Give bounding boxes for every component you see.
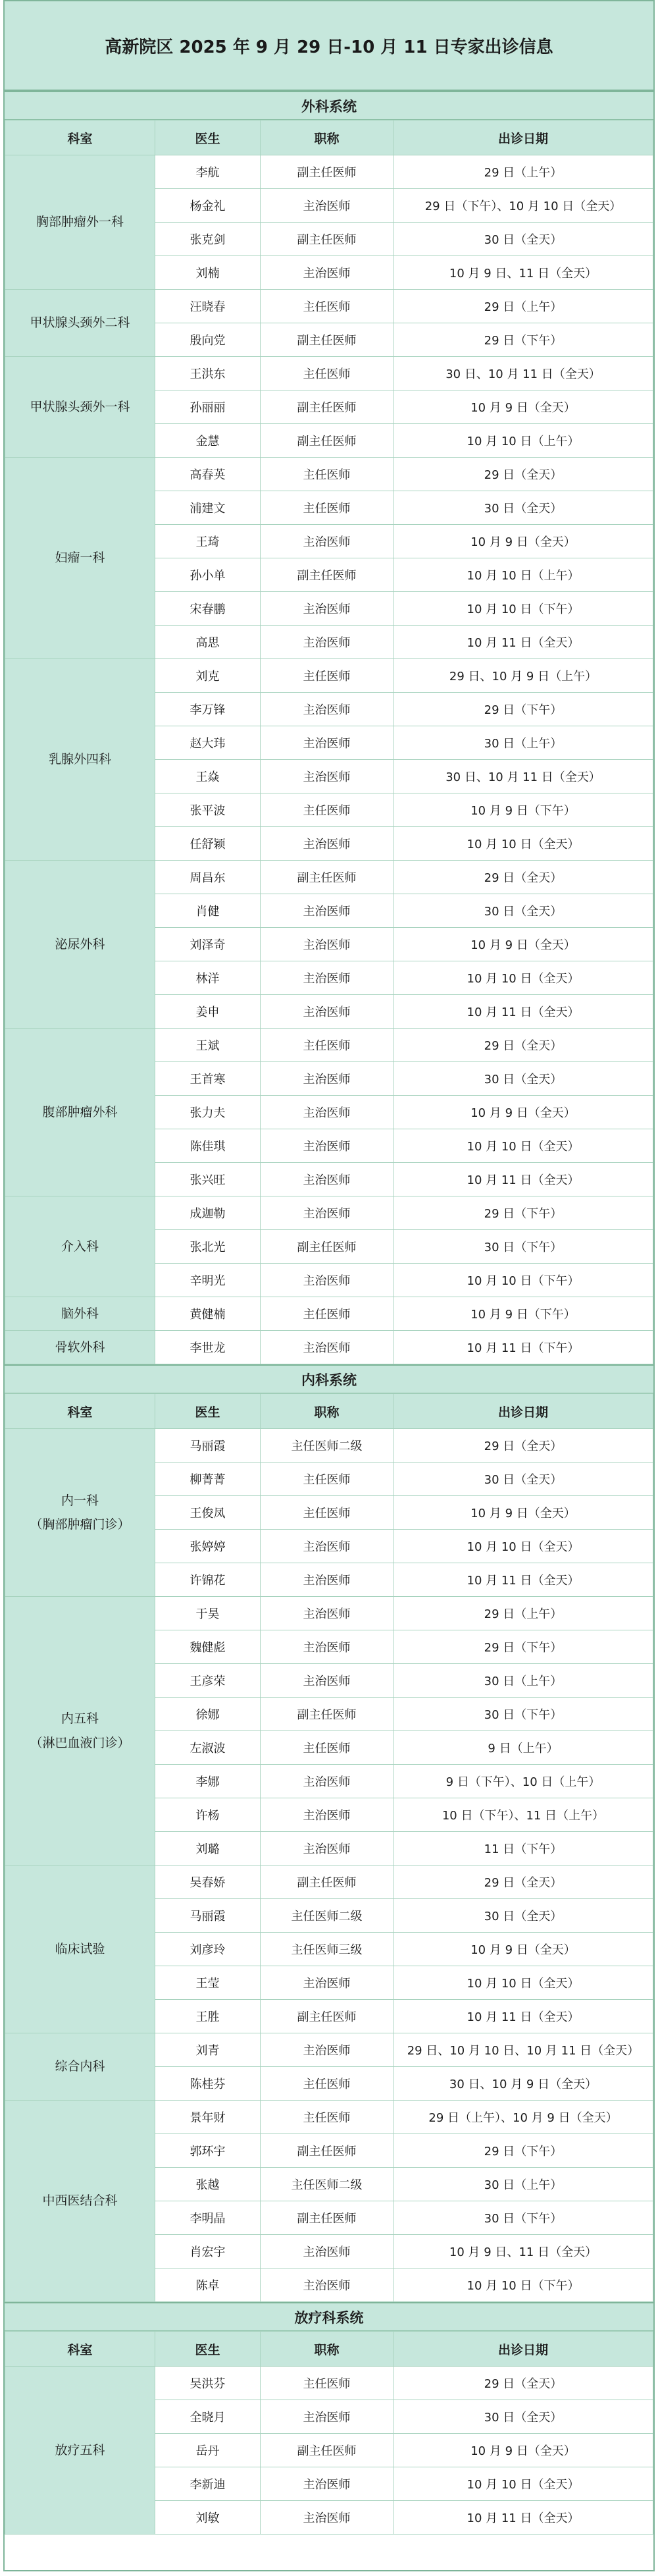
doctor-title: 主任医师 [261,1731,393,1765]
department-name: （淋巴血液门诊） [30,1735,130,1750]
schedule-table [5,1393,653,2302]
doctor-title: 副主任医师 [261,1865,393,1899]
department-cell [5,2101,155,2302]
clinic-date: 10 月 10 日（下午） [393,1264,653,1297]
doctor-title: 主任医师二级 [261,2168,393,2201]
doctor-name: 王莹 [155,1966,261,2000]
clinic-date: 10 月 9 日（全天） [393,2434,653,2467]
doctor-name: 刘楠 [155,256,261,290]
doctor-name: 景年财 [155,2101,261,2134]
doctor-name: 左淑波 [155,1731,261,1765]
doctor-title: 主治医师 [261,894,393,928]
doctor-name: 马丽霞 [155,1429,261,1462]
doctor-name: 马丽霞 [155,1899,261,1933]
department-cell [5,1597,155,1865]
doctor-name: 刘青 [155,2033,261,2067]
clinic-date: 29 日（下午） [393,1630,653,1664]
clinic-date: 10 月 9 日（全天） [393,928,653,961]
clinic-date: 30 日、10 月 9 日（全天） [393,2067,653,2101]
doctor-name: 王洪东 [155,357,261,390]
clinic-date: 30 日（上午） [393,1664,653,1698]
doctor-name: 岳丹 [155,2434,261,2467]
doctor-name: 浦建文 [155,491,261,525]
page-title: 高新院区 2025 年 9 月 29 日-10 月 11 日专家出诊信息 [5,1,653,91]
clinic-date: 29 日、10 月 10 日、10 月 11 日（全天） [393,2033,653,2067]
clinic-date: 10 月 11 日（全天） [393,626,653,659]
doctor-title: 副主任医师 [261,223,393,256]
header-dept: 科室 [5,2332,155,2367]
clinic-date: 10 月 9 日（全天） [393,390,653,424]
clinic-date: 10 月 9 日（全天） [393,1496,653,1530]
section-title: 外科系统 [5,91,653,120]
department-name: 妇瘤一科 [55,550,105,566]
doctor-name: 张克剑 [155,223,261,256]
clinic-date: 10 月 9 日、11 日（全天） [393,2235,653,2268]
clinic-date: 10 月 9 日（下午） [393,793,653,827]
clinic-date: 10 月 11 日（全天） [393,1563,653,1597]
table-row [5,1029,653,1062]
schedule-table [5,2331,653,2535]
doctor-title: 副主任医师 [261,1230,393,1264]
doctor-name: 金慧 [155,424,261,458]
clinic-date: 10 月 11 日（全天） [393,995,653,1029]
doctor-name: 吴春娇 [155,1865,261,1899]
clinic-date: 10 月 10 日（全天） [393,1530,653,1563]
doctor-title: 副主任医师 [261,2134,393,2168]
department-name: 临床试验 [55,1941,105,1956]
doctor-name: 王琦 [155,525,261,558]
doctor-name: 李娜 [155,1765,261,1798]
department-name: 甲状腺头颈外二科 [30,315,130,331]
department-name: （胸部肿瘤门诊） [30,1517,130,1532]
doctor-title: 主治医师 [261,1096,393,1129]
doctor-title: 副主任医师 [261,1698,393,1731]
doctor-title: 主任医师 [261,357,393,390]
doctor-title: 副主任医师 [261,2434,393,2467]
doctor-title: 主治医师 [261,1798,393,1832]
clinic-date: 10 月 9 日（全天） [393,525,653,558]
department-cell [5,659,155,861]
doctor-name: 杨金礼 [155,189,261,223]
header-date: 出诊日期 [393,1394,653,1429]
header-title: 职称 [261,2332,393,2367]
doctor-name: 陈卓 [155,2268,261,2302]
clinic-date: 30 日（全天） [393,2400,653,2434]
clinic-date: 29 日（全天） [393,2367,653,2400]
doctor-title: 主治医师 [261,189,393,223]
doctor-title: 主治医师 [261,1530,393,1563]
doctor-title: 主任医师 [261,2067,393,2101]
doctor-title: 主治医师 [261,1129,393,1163]
doctor-name: 刘克 [155,659,261,693]
section-title: 放疗科系统 [5,2302,653,2331]
doctor-name: 赵大玮 [155,726,261,760]
doctor-title: 副主任医师 [261,155,393,189]
clinic-date: 29 日（全天） [393,1429,653,1462]
doctor-name: 高思 [155,626,261,659]
doctor-name: 张北光 [155,1230,261,1264]
doctor-title: 主治医师 [261,827,393,861]
header-title: 职称 [261,121,393,155]
doctor-title: 主治医师 [261,1765,393,1798]
doctor-title: 副主任医师 [261,558,393,592]
clinic-date: 29 日（全天） [393,1865,653,1899]
department-name: 内五科 [61,1711,99,1727]
doctor-name: 魏健彪 [155,1630,261,1664]
doctor-title: 主任医师 [261,659,393,693]
clinic-date: 30 日、10 月 11 日（全天） [393,357,653,390]
doctor-name: 李世龙 [155,1331,261,1364]
doctor-title: 主治医师 [261,2268,393,2302]
clinic-date: 30 日（全天） [393,223,653,256]
header-doctor: 医生 [155,2332,261,2367]
department-name: 脑外科 [61,1306,99,1321]
doctor-title: 主治医师 [261,928,393,961]
doctor-name: 吴洪芬 [155,2367,261,2400]
doctor-name: 许杨 [155,1798,261,1832]
doctor-name: 郭环宇 [155,2134,261,2168]
header-title: 职称 [261,1394,393,1429]
doctor-title: 主治医师 [261,1331,393,1364]
doctor-name: 林洋 [155,961,261,995]
doctor-name: 肖宏宇 [155,2235,261,2268]
doctor-name: 张力夫 [155,1096,261,1129]
department-cell [5,1196,155,1297]
clinic-date: 10 月 11 日（全天） [393,2000,653,2033]
clinic-date: 29 日（全天） [393,861,653,894]
clinic-date: 30 日（下午） [393,2201,653,2235]
doctor-title: 主治医师 [261,961,393,995]
department-name: 骨软外科 [55,1339,105,1355]
table-row [5,1865,653,1899]
table-row [5,1429,653,1462]
clinic-date: 11 日（下午） [393,1832,653,1865]
clinic-date: 30 日（全天） [393,1899,653,1933]
department-name: 介入科 [61,1239,99,1254]
header-date: 出诊日期 [393,2332,653,2367]
header-date: 出诊日期 [393,121,653,155]
department-name: 乳腺外四科 [48,752,111,767]
doctor-name: 张平波 [155,793,261,827]
header-doctor: 医生 [155,1394,261,1429]
doctor-name: 汪晓春 [155,290,261,323]
doctor-name: 全晓月 [155,2400,261,2434]
doctor-title: 主治医师 [261,1264,393,1297]
clinic-date: 29 日（下午） [393,323,653,357]
doctor-title: 主治医师 [261,256,393,290]
schedule-content [5,91,653,2535]
department-name: 放疗五科 [55,2442,105,2457]
clinic-date: 29 日（全天） [393,458,653,491]
header-row [5,2332,653,2367]
doctor-title: 主治医师 [261,1163,393,1196]
doctor-title: 主治医师 [261,726,393,760]
doctor-name: 高春英 [155,458,261,491]
doctor-title: 副主任医师 [261,390,393,424]
department-cell [5,357,155,458]
doctor-title: 主治医师 [261,1597,393,1630]
clinic-date: 30 日（下午） [393,1230,653,1264]
doctor-name: 于昊 [155,1597,261,1630]
schedule-table [5,120,653,1364]
doctor-title: 主任医师 [261,2101,393,2134]
doctor-title: 主治医师 [261,995,393,1029]
doctor-title: 主治医师 [261,1966,393,2000]
doctor-name: 黄健楠 [155,1297,261,1331]
doctor-title: 主任医师 [261,1462,393,1496]
doctor-name: 柳菁菁 [155,1462,261,1496]
clinic-date: 29 日（上午） [393,155,653,189]
schedule-sheet [3,0,655,2571]
doctor-title: 主治医师 [261,1832,393,1865]
department-cell [5,1429,155,1597]
doctor-title: 主治医师 [261,1563,393,1597]
clinic-date: 30 日、10 月 11 日（全天） [393,760,653,793]
department-cell [5,2367,155,2535]
doctor-title: 主任医师 [261,491,393,525]
clinic-date: 10 日（下午）、11 日（上午） [393,1798,653,1832]
department-name: 甲状腺头颈外一科 [30,399,130,414]
doctor-title: 主任医师 [261,1496,393,1530]
department-name: 中西医结合科 [42,2193,118,2209]
clinic-date: 10 月 10 日（上午） [393,424,653,458]
clinic-date: 29 日（下午）、10 月 10 日（全天） [393,189,653,223]
table-row [5,1597,653,1630]
doctor-name: 肖健 [155,894,261,928]
doctor-title: 主任医师 [261,458,393,491]
doctor-name: 徐娜 [155,1698,261,1731]
doctor-title: 主任医师 [261,1029,393,1062]
clinic-date: 10 月 11 日（全天） [393,2501,653,2535]
table-row [5,155,653,189]
doctor-name: 王焱 [155,760,261,793]
doctor-name: 张越 [155,2168,261,2201]
clinic-date: 29 日（上午）、10 月 9 日（全天） [393,2101,653,2134]
doctor-title: 主治医师 [261,2235,393,2268]
department-cell [5,1331,155,1364]
doctor-name: 王首寒 [155,1062,261,1096]
doctor-name: 殷向党 [155,323,261,357]
doctor-name: 王俊凤 [155,1496,261,1530]
doctor-name: 陈佳琪 [155,1129,261,1163]
doctor-title: 主治医师 [261,2400,393,2434]
header-row [5,121,653,155]
doctor-title: 主治医师 [261,760,393,793]
table-row [5,2033,653,2067]
clinic-date: 10 月 9 日、11 日（全天） [393,256,653,290]
doctor-title: 主任医师三级 [261,1933,393,1966]
doctor-title: 副主任医师 [261,424,393,458]
department-cell [5,155,155,290]
table-row [5,357,653,390]
department-cell [5,290,155,357]
department-name: 综合内科 [55,2059,105,2074]
clinic-date: 30 日（上午） [393,726,653,760]
doctor-name: 刘敏 [155,2501,261,2535]
doctor-title: 副主任医师 [261,861,393,894]
department-name: 腹部肿瘤外科 [42,1104,118,1119]
clinic-date: 30 日（上午） [393,2168,653,2201]
clinic-date: 9 日（上午） [393,1731,653,1765]
doctor-title: 主治医师 [261,626,393,659]
department-cell [5,2033,155,2101]
section-title: 内科系统 [5,1364,653,1393]
department-cell [5,458,155,659]
doctor-name: 孙丽丽 [155,390,261,424]
clinic-date: 29 日（下午） [393,693,653,726]
header-dept: 科室 [5,1394,155,1429]
department-cell [5,1029,155,1196]
clinic-date: 30 日（全天） [393,491,653,525]
doctor-name: 成迦勒 [155,1196,261,1230]
doctor-name: 王斌 [155,1029,261,1062]
clinic-date: 10 月 10 日（全天） [393,961,653,995]
doctor-title: 主治医师 [261,592,393,626]
doctor-title: 主治医师 [261,2033,393,2067]
clinic-date: 29 日（全天） [393,1029,653,1062]
clinic-date: 10 月 10 日（全天） [393,1966,653,2000]
table-row [5,1331,653,1364]
clinic-date: 30 日（全天） [393,1062,653,1096]
clinic-date: 10 月 10 日（下午） [393,2268,653,2302]
doctor-name: 任舒颖 [155,827,261,861]
table-row [5,659,653,693]
clinic-date: 10 月 9 日（全天） [393,1096,653,1129]
department-name: 泌尿外科 [55,936,105,952]
clinic-date: 10 月 9 日（全天） [393,1933,653,1966]
doctor-name: 辛明光 [155,1264,261,1297]
doctor-name: 许锦花 [155,1563,261,1597]
doctor-title: 主任医师二级 [261,1899,393,1933]
clinic-date: 30 日（全天） [393,894,653,928]
clinic-date: 10 月 10 日（全天） [393,827,653,861]
doctor-title: 主治医师 [261,1196,393,1230]
clinic-date: 29 日（下午） [393,1196,653,1230]
doctor-title: 主任医师 [261,2367,393,2400]
table-row [5,2101,653,2134]
doctor-title: 主治医师 [261,1062,393,1096]
clinic-date: 10 月 10 日（上午） [393,558,653,592]
doctor-name: 刘彦玲 [155,1933,261,1966]
doctor-title: 主任医师二级 [261,1429,393,1462]
doctor-title: 主治医师 [261,525,393,558]
doctor-title: 副主任医师 [261,323,393,357]
clinic-date: 29 日（下午） [393,2134,653,2168]
doctor-name: 陈桂芬 [155,2067,261,2101]
table-row [5,861,653,894]
department-name: 胸部肿瘤外一科 [36,215,124,230]
doctor-name: 刘璐 [155,1832,261,1865]
doctor-name: 李万锋 [155,693,261,726]
doctor-name: 周昌东 [155,861,261,894]
table-row [5,2367,653,2400]
clinic-date: 10 月 10 日（下午） [393,592,653,626]
doctor-name: 宋春鹏 [155,592,261,626]
doctor-title: 主任医师 [261,290,393,323]
doctor-name: 王彦荣 [155,1664,261,1698]
doctor-name: 李明晶 [155,2201,261,2235]
doctor-title: 副主任医师 [261,2201,393,2235]
header-dept: 科室 [5,121,155,155]
doctor-name: 李航 [155,155,261,189]
doctor-name: 刘泽奇 [155,928,261,961]
doctor-name: 李新迪 [155,2467,261,2501]
clinic-date: 29 日、10 月 9 日（上午） [393,659,653,693]
department-cell [5,861,155,1029]
doctor-title: 副主任医师 [261,2000,393,2033]
department-name: 内一科 [61,1493,99,1508]
doctor-title: 主治医师 [261,2501,393,2535]
clinic-date: 30 日（全天） [393,1462,653,1496]
doctor-name: 张婷婷 [155,1530,261,1563]
doctor-name: 姜申 [155,995,261,1029]
department-cell [5,1865,155,2033]
doctor-title: 主治医师 [261,1630,393,1664]
doctor-title: 主任医师 [261,793,393,827]
clinic-date: 10 月 11 日（全天） [393,1163,653,1196]
clinic-date: 10 月 9 日（下午） [393,1297,653,1331]
clinic-date: 29 日（上午） [393,1597,653,1630]
table-row [5,1297,653,1331]
clinic-date: 29 日（上午） [393,290,653,323]
table-row [5,1196,653,1230]
doctor-title: 主治医师 [261,693,393,726]
table-row [5,458,653,491]
doctor-title: 主任医师 [261,1297,393,1331]
doctor-name: 孙小单 [155,558,261,592]
clinic-date: 9 日（下午）、10 日（上午） [393,1765,653,1798]
doctor-name: 张兴旺 [155,1163,261,1196]
clinic-date: 10 月 10 日（全天） [393,1129,653,1163]
clinic-date: 10 月 10 日（全天） [393,2467,653,2501]
doctor-title: 主治医师 [261,2467,393,2501]
clinic-date: 30 日（下午） [393,1698,653,1731]
doctor-name: 王胜 [155,2000,261,2033]
header-doctor: 医生 [155,121,261,155]
table-row [5,290,653,323]
clinic-date: 10 月 11 日（下午） [393,1331,653,1364]
header-row [5,1394,653,1429]
doctor-title: 主治医师 [261,1664,393,1698]
department-cell [5,1297,155,1331]
